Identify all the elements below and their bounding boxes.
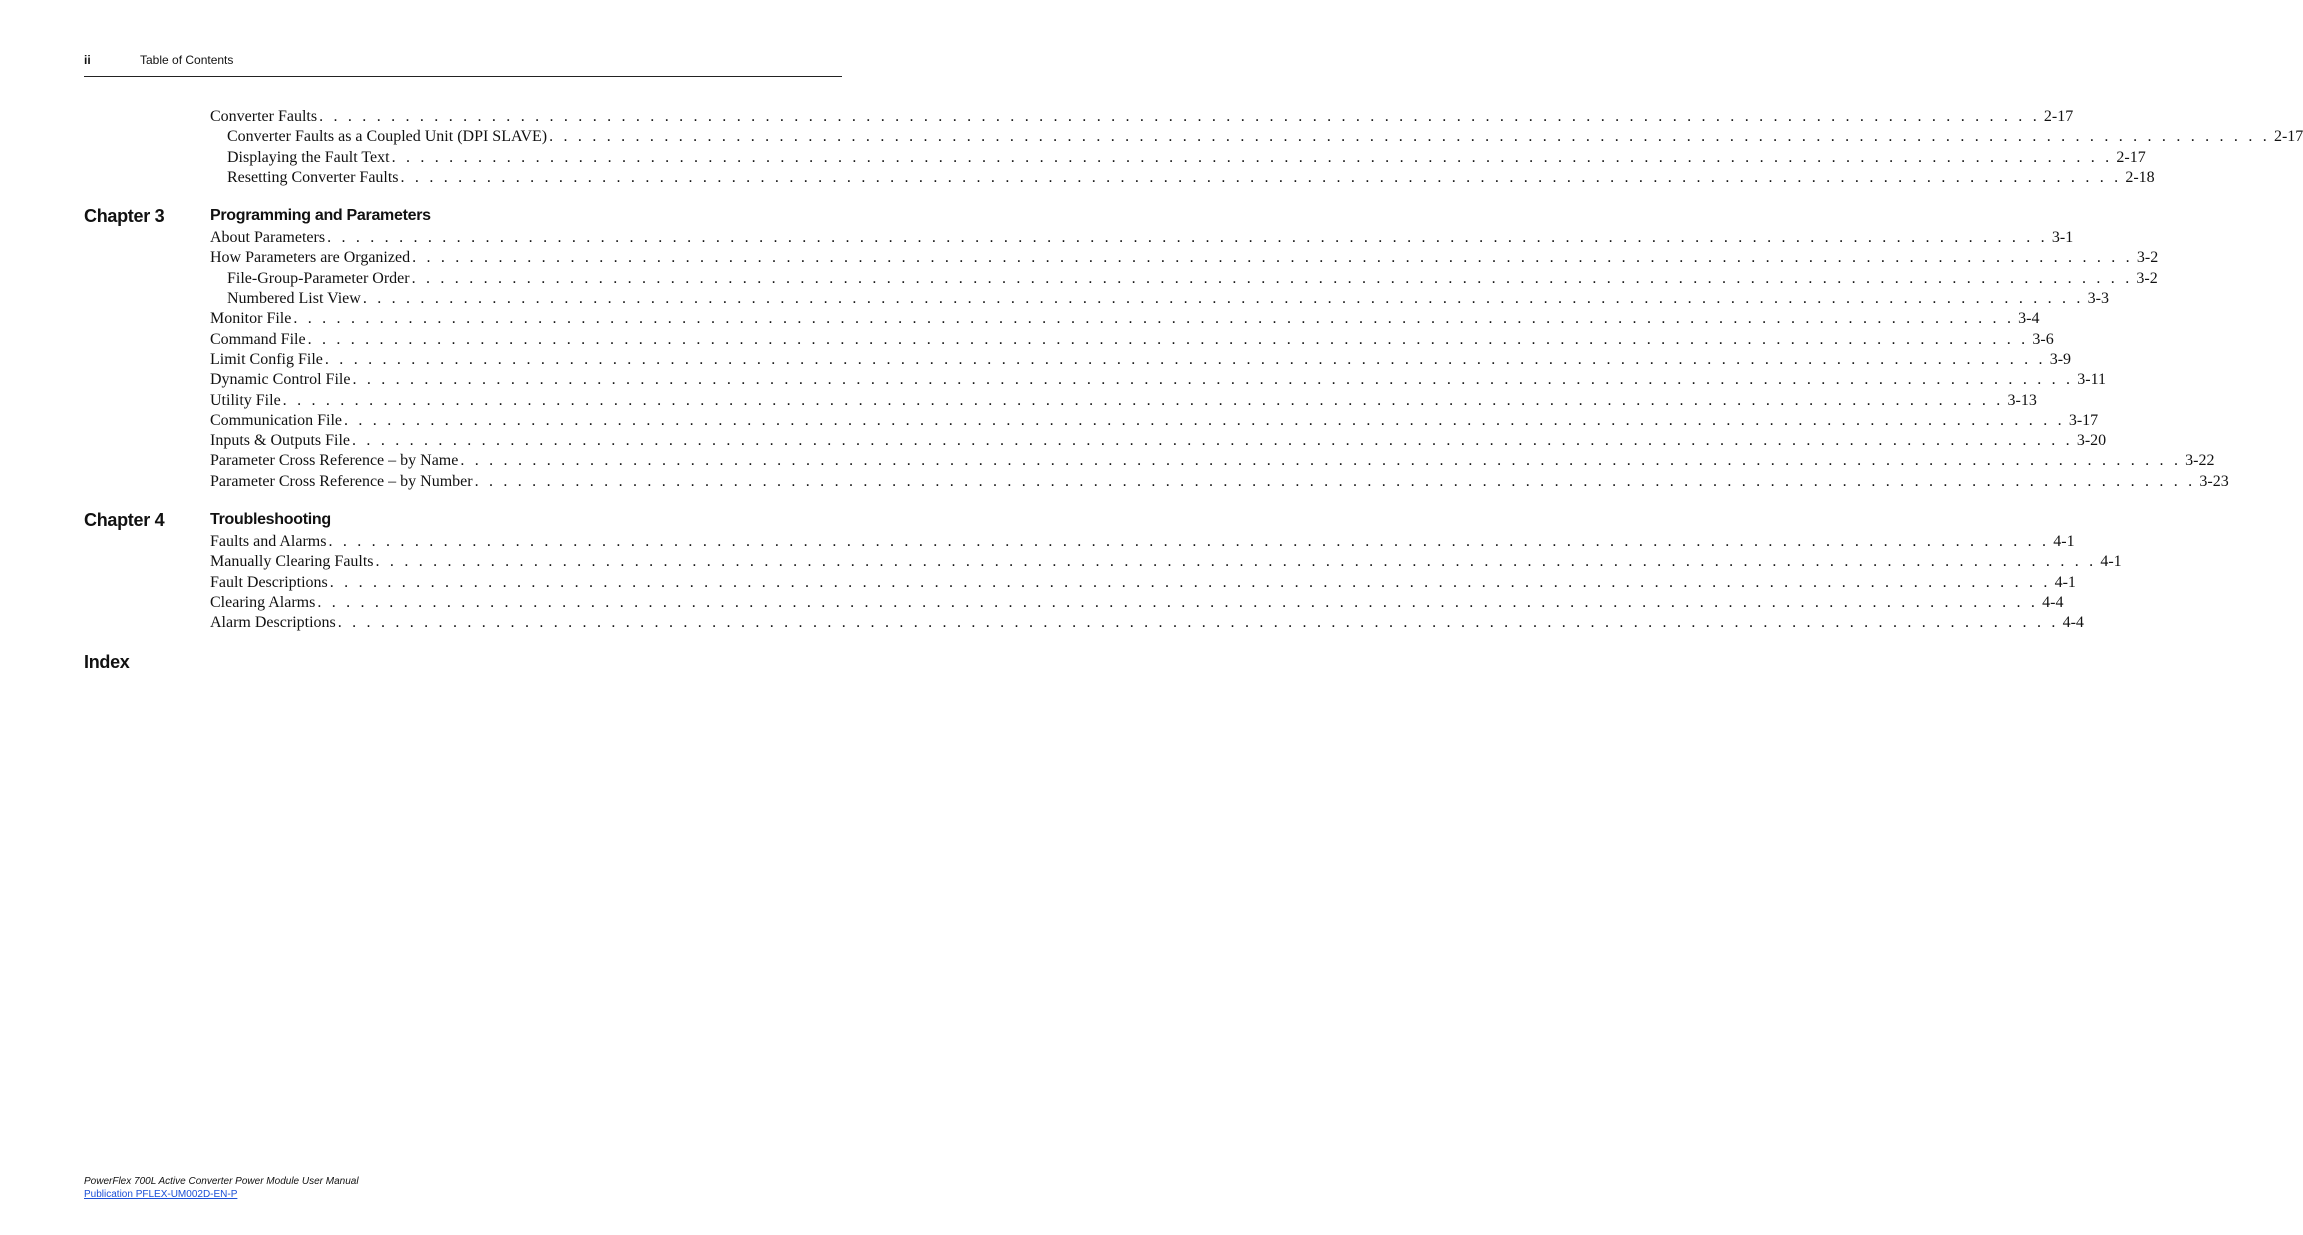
chapter-label: Chapter 3 [84, 206, 165, 227]
toc-entry[interactable] [210, 431, 2107, 451]
dot-leader: . . . . . . . . . . . . . . . . . . . . . . . . . . . . . . . . . . . . . . . . . . . . . . . . . . . . . . . . . . . . . . . . . . . . . . . . . . . . . . . . . . . . . . . . . . . . . . . . . . . . . . . . . . . . . . . . . . . . . . . . [293, 310, 2015, 328]
page-number: ii [84, 53, 91, 67]
toc-entry[interactable] [210, 168, 2155, 188]
toc-entry-title: How Parameters are Organized [210, 249, 411, 267]
toc-entry[interactable] [210, 391, 2037, 411]
toc-entry[interactable] [210, 573, 2076, 593]
toc-entry-title: Numbered List View [227, 290, 361, 308]
toc-section [0, 650, 954, 674]
toc-section [0, 107, 2303, 188]
dot-leader: . . . . . . . . . . . . . . . . . . . . . . . . . . . . . . . . . . . . . . . . . . . . . . . . . . . . . . . . . . . . . . . . . . . . . . . . . . . . . . . . . . . . . . . . . . . . . . . . . . . . . . . . . . . . . . . . . . . . . . . . [460, 452, 2182, 470]
toc-entry-page: 2-18 [2125, 168, 2155, 186]
dot-leader: . . . . . . . . . . . . . . . . . . . . . . . . . . . . . . . . . . . . . . . . . . . . . . . . . . . . . . . . . . . . . . . . . . . . . . . . . . . . . . . . . . . . . . . . . . . . . . . . . . . . . . . . . . . . . . . . . . . . . . . . [282, 391, 2004, 409]
toc-entry-title: Parameter Cross Reference – by Name [210, 452, 459, 470]
toc-entry-title: Monitor File [210, 310, 292, 328]
toc-entry[interactable] [210, 472, 2229, 492]
toc-entry[interactable] [210, 451, 2215, 471]
toc-entry-page: 3-20 [2076, 432, 2107, 450]
toc-entry-title: Displaying the Fault Text [227, 148, 390, 166]
toc-entry[interactable] [210, 532, 2075, 552]
dot-leader: . . . . . . . . . . . . . . . . . . . . . . . . . . . . . . . . . . . . . . . . . . . . . . . . . . . . . . . . . . . . . . . . . . . . . . . . . . . . . . . . . . . . . . . . . . . . . . . . . . . . . . . . . . . . . . . . . . . . . . . . [474, 472, 2196, 490]
toc-entry-page: 4-4 [2062, 614, 2084, 632]
toc-body [0, 107, 2303, 690]
toc-entry-page: 3-23 [2199, 472, 2229, 490]
toc-entry-page: 3-4 [2018, 310, 2040, 328]
toc-entry[interactable] [210, 228, 2074, 248]
toc-entry-page: 3-11 [2077, 371, 2106, 389]
toc-entry-title: Command File [210, 330, 306, 348]
toc-entry-page: 2-17 [2116, 148, 2146, 166]
dot-leader: . . . . . . . . . . . . . . . . . . . . . . . . . . . . . . . . . . . . . . . . . . . . . . . . . . . . . . . . . . . . . . . . . . . . . . . . . . . . . . . . . . . . . . . . . . . . . . . . . . . . . . . . . . . . . . . . . . . . . . . . [337, 614, 2059, 632]
toc-entry-title: File-Group-Parameter Order [227, 269, 410, 287]
toc-entry[interactable] [210, 289, 2109, 309]
chapter-title [210, 650, 954, 674]
toc-entry-page: 3-2 [2136, 249, 2159, 267]
dot-leader: . . . . . . . . . . . . . . . . . . . . . . . . . . . . . . . . . . . . . . . . . . . . . . . . . . . . . . . . . . . . . . . . . . . . . . . . . . . . . . . . . . . . . . . . . . . . . . . . . . . . . . . . . . . . . . . . . . . . . . . . [549, 128, 2270, 146]
toc-entry-page: 3-6 [2032, 330, 2054, 348]
chapter-title: Programming and Parameters [210, 207, 431, 225]
toc-entry[interactable] [210, 330, 2054, 350]
dot-leader: . . . . . . . . . . . . . . . . . . . . . . . . . . . . . . . . . . . . . . . . . . . . . . . . . . . . . . . . . . . . . . . . . . . . . . . . . . . . . . . . . . . . . . . . . . . . . . . . . . . . . . . . . . . . . . . . . . . . . . . . [344, 411, 2065, 429]
dot-leader: . . . . . . . . . . . . . . . . . . . . . . . . . . . . . . . . . . . . . . . . . . . . . . . . . . . . . . . . . . . . . . . . . . . . . . . . . . . . . . . . . . . . . . . . . . . . . . . . . . . . . . . . . . . . . . . . . . . . . . . . [352, 432, 2073, 450]
toc-entry-page: 3-2 [2136, 269, 2158, 287]
toc-entry-title: Utility File [210, 391, 281, 409]
dot-leader: . . . . . . . . . . . . . . . . . . . . . . . . . . . . . . . . . . . . . . . . . . . . . . . . . . . . . . . . . . . . . . . . . . . . . . . . . . . . . . . . . . . . . . . . . . . . . . . . . . . . . . . . . . . . . . . . . . . . . . . . [329, 573, 2051, 591]
toc-entry-page: 4-1 [2054, 573, 2076, 591]
toc-entry-title: About Parameters [210, 229, 326, 247]
toc-entry-title: Parameter Cross Reference – by Number [210, 472, 473, 490]
toc-entry[interactable] [210, 613, 2084, 633]
toc-entry[interactable] [210, 552, 2122, 572]
toc-entry-page: 3-9 [2049, 350, 2072, 368]
toc-section [0, 508, 2122, 633]
toc-entry[interactable] [210, 350, 2072, 370]
page-footer [84, 1175, 359, 1201]
toc-entry-page: 3-1 [2051, 229, 2074, 247]
dot-leader: . . . . . . . . . . . . . . . . . . . . . . . . . . . . . . . . . . . . . . . . . . . . . . . . . . . . . . . . . . . . . . . . . . . . . . . . . . . . . . . . . . . . . . . . . . . . . . . . . . . . . . . . . . . . . . . . . . . . . . . . [412, 249, 2133, 267]
dot-leader: . . . . . . . . . . . . . . . . . . . . . . . . . . . . . . . . . . . . . . . . . . . . . . . . . . . . . . . . . . . . . . . . . . . . . . . . . . . . . . . . . . . . . . . . . . . . . . . . . . . . . . . . . . . . . . . . . . . . . . . . [391, 148, 2113, 166]
toc-entry-title: Limit Config File [210, 350, 323, 368]
toc-entry-list [210, 228, 2229, 492]
toc-entry-title: Faults and Alarms [210, 533, 327, 551]
toc-entry-title: Resetting Converter Faults [227, 168, 399, 186]
toc-entry[interactable] [210, 148, 2146, 168]
dot-leader: . . . . . . . . . . . . . . . . . . . . . . . . . . . . . . . . . . . . . . . . . . . . . . . . . . . . . . . . . . . . . . . . . . . . . . . . . . . . . . . . . . . . . . . . . . . . . . . . . . . . . . . . . . . . . . . . . . . . . . . . [328, 533, 2050, 551]
dot-leader: . . . . . . . . . . . . . . . . . . . . . . . . . . . . . . . . . . . . . . . . . . . . . . . . . . . . . . . . . . . . . . . . . . . . . . . . . . . . . . . . . . . . . . . . . . . . . . . . . . . . . . . . . . . . . . . . . . . . . . . . [324, 350, 2046, 368]
toc-section [0, 204, 2229, 492]
chapter-label: Index [84, 651, 130, 672]
chapter-title: Troubleshooting [210, 511, 331, 529]
toc-entry-page: 4-4 [2042, 593, 2064, 611]
toc-entry-page: 2-17 [2043, 108, 2074, 125]
toc-entry-page: 4-1 [2100, 553, 2122, 571]
toc-entry-title: Converter Faults as a Coupled Unit (DPI SLAVE) [227, 128, 548, 146]
toc-entry-page: 3-13 [2007, 391, 2037, 409]
toc-entry[interactable] [210, 269, 2158, 289]
dot-leader: . . . . . . . . . . . . . . . . . . . . . . . . . . . . . . . . . . . . . . . . . . . . . . . . . . . . . . . . . . . . . . . . . . . . . . . . . . . . . . . . . . . . . . . . . . . . . . . . . . . . . . . . . . . . . . . . . . . . . . . . [352, 371, 2074, 389]
dot-leader: . . . . . . . . . . . . . . . . . . . . . . . . . . . . . . . . . . . . . . . . . . . . . . . . . . . . . . . . . . . . . . . . . . . . . . . . . . . . . . . . . . . . . . . . . . . . . . . . . . . . . . . . . . . . . . . . . . . . . . . . [307, 330, 2029, 348]
toc-entry-title: Clearing Alarms [210, 593, 316, 611]
toc-entry[interactable] [210, 127, 2303, 147]
dot-leader: . . . . . . . . . . . . . . . . . . . . . . . . . . . . . . . . . . . . . . . . . . . . . . . . . . . . . . . . . . . . . . . . . . . . . . . . . . . . . . . . . . . . . . . . . . . . . . . . . . . . . . . . . . . . . . . . . . . . . . . . [327, 229, 2048, 247]
toc-entry-list [210, 532, 2122, 633]
toc-entry-title: Inputs & Outputs File [210, 432, 351, 450]
publication-link[interactable]: Publication PFLEX-UM002D-EN-P [84, 1189, 238, 1200]
dot-leader: . . . . . . . . . . . . . . . . . . . . . . . . . . . . . . . . . . . . . . . . . . . . . . . . . . . . . . . . . . . . . . . . . . . . . . . . . . . . . . . . . . . . . . . . . . . . . . . . . . . . . . . . . . . . . . . . . . . . . . . . [362, 290, 2084, 308]
toc-entry[interactable] [210, 411, 2099, 431]
dot-leader: . . . . . . . . . . . . . . . . . . . . . . . . . . . . . . . . . . . . . . . . . . . . . . . . . . . . . . . . . . . . . . . . . . . . . . . . . . . . . . . . . . . . . . . . . . . . . . . . . . . . . . . . . . . . . . . . . . . . . . . . [400, 168, 2122, 186]
toc-entry-list [210, 107, 2303, 188]
toc-entry-title: Manually Clearing Faults [210, 553, 374, 571]
manual-title: PowerFlex 700L Active Converter Power Module User Manual [84, 1176, 359, 1187]
toc-entry-title: Alarm Descriptions [210, 614, 336, 632]
toc-entry-page: 4-1 [2053, 533, 2075, 551]
dot-leader: . . . . . . . . . . . . . . . . . . . . . . . . . . . . . . . . . . . . . . . . . . . . . . . . . . . . . . . . . . . . . . . . . . . . . . . . . . . . . . . . . . . . . . . . . . . . . . . . . . . . . . . . . . . . . . . . . . . . . . . . [319, 108, 2040, 125]
toc-entry-title: Dynamic Control File [210, 371, 351, 389]
toc-entry[interactable] [210, 107, 2074, 127]
toc-entry[interactable] [210, 370, 2106, 390]
toc-entry[interactable] [210, 248, 2159, 268]
page-header [84, 52, 842, 77]
toc-entry-title: Fault Descriptions [210, 573, 328, 591]
header-title: Table of Contents [140, 53, 234, 67]
chapter-label: Chapter 4 [84, 510, 165, 531]
toc-entry-page: 3-17 [2068, 411, 2099, 429]
toc-entry-page: 3-3 [2087, 290, 2109, 308]
toc-entry[interactable] [210, 593, 2064, 613]
dot-leader: . . . . . . . . . . . . . . . . . . . . . . . . . . . . . . . . . . . . . . . . . . . . . . . . . . . . . . . . . . . . . . . . . . . . . . . . . . . . . . . . . . . . . . . . . . . . . . . . . . . . . . . . . . . . . . . . . . . . . . . . [375, 553, 2097, 571]
toc-entry-title: Converter Faults [210, 108, 318, 125]
toc-entry-page: 2-17 [2273, 128, 2303, 146]
dot-leader: . . . . . . . . . . . . . . . . . . . . . . . . . . . . . . . . . . . . . . . . . . . . . . . . . . . . . . . . . . . . . . . . . . . . . . . . . . . . . . . . . . . . . . . . . . . . . . . . . . . . . . . . . . . . . . . . . . . . . . . . [317, 593, 2039, 611]
dot-leader: . . . . . . . . . . . . . . . . . . . . . . . . . . . . . . . . . . . . . . . . . . . . . . . . . . . . . . . . . . . . . . . . . . . . . . . . . . . . . . . . . . . . . . . . . . . . . . . . . . . . . . . . . . . . . . . . . . . . . . . . [411, 269, 2133, 287]
toc-entry[interactable] [210, 309, 2040, 329]
toc-entry-title: Communication File [210, 411, 342, 429]
toc-entry-page: 3-22 [2185, 452, 2215, 470]
